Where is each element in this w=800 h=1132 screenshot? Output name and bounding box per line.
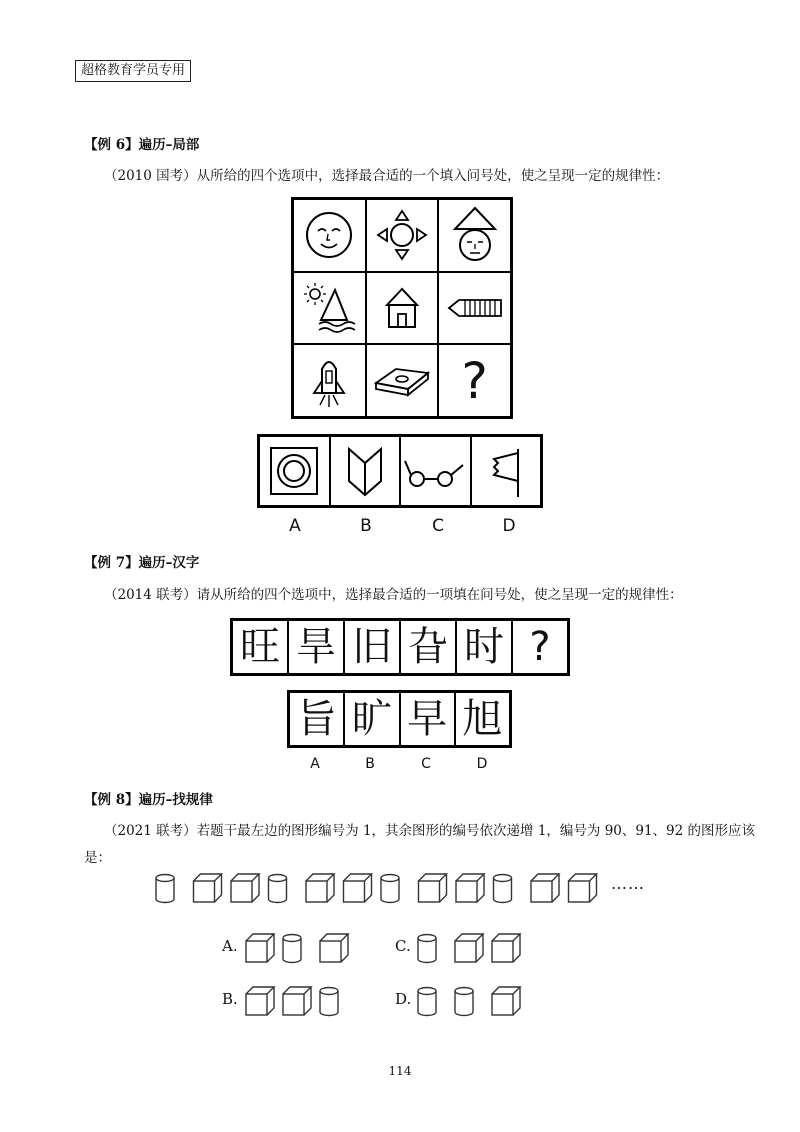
- example6-puzzle-grid: [291, 197, 513, 419]
- example8-question-line1: （2021 联考）若题干最左边的图形编号为 1，其余图形的编号依次递增 1，编号为 90、91、92 的图形应该: [104, 823, 756, 839]
- cylinder-icon: [269, 875, 287, 903]
- cube-icon: [456, 874, 484, 902]
- cylinder-icon: [455, 988, 473, 1016]
- example8-option-d-label: D.: [395, 990, 412, 1008]
- example7-heading: 【例 7】遍历–汉字: [84, 555, 200, 571]
- cube-icon: [344, 874, 372, 902]
- option-d-char: 旭: [462, 696, 503, 742]
- sequence-question-mark: ?: [529, 624, 551, 670]
- cube-icon: [455, 934, 483, 962]
- example8-option-d-shapes: [416, 981, 532, 1021]
- example8-option-b-label: B.: [222, 990, 238, 1008]
- house-icon: [366, 272, 439, 345]
- example6-option-b-label: B: [360, 516, 372, 536]
- example7-option-d-label: D: [476, 756, 488, 772]
- example8-option-c-shapes: [416, 928, 532, 968]
- option-a-char: 旨: [296, 696, 337, 742]
- option-a-square-circles-icon: [259, 436, 330, 506]
- example8-sequence: [150, 868, 660, 912]
- cube-icon: [492, 934, 520, 962]
- cube-icon: [492, 987, 520, 1015]
- example7-sequence-row: [230, 618, 570, 676]
- sequence-char-4: 旮: [408, 624, 448, 670]
- example8-option-a-label: A.: [222, 937, 238, 955]
- cube-icon: [419, 874, 447, 902]
- example8-option-a-shapes: [244, 928, 360, 968]
- rocket-icon: [293, 344, 366, 417]
- cube-icon: [569, 874, 597, 902]
- example6-options-row: [257, 434, 543, 508]
- sequence-char-5: 时: [464, 624, 504, 670]
- page-number: 114: [388, 1064, 412, 1078]
- face-with-hat-icon: [438, 199, 511, 272]
- sequence-char-1: 旺: [240, 624, 280, 670]
- hex-nut-icon: [366, 344, 439, 417]
- cube-icon: [231, 874, 259, 902]
- cylinder-icon: [283, 935, 301, 963]
- sun-mountain-water-icon: [293, 272, 366, 345]
- example8-ellipsis: ……: [611, 874, 645, 893]
- cube-icon: [283, 987, 311, 1015]
- option-b-char: 旷: [351, 696, 392, 742]
- example6-question: （2010 国考）从所给的四个选项中，选择最合适的一个填入问号处，使之呈现一定的规律性：: [104, 168, 670, 184]
- cube-icon: [531, 874, 559, 902]
- sequence-char-2: 旱: [296, 624, 336, 670]
- smiling-sun-face-icon: [293, 199, 366, 272]
- option-b-folded-card-icon: [330, 436, 401, 506]
- example6-option-d-label: D: [502, 516, 516, 536]
- cube-icon: [320, 934, 348, 962]
- example7-question: （2014 联考）请从所给的四个选项中，选择最合适的一项填在问号处，使之呈现一定的规律性：: [104, 587, 683, 603]
- question-mark: ?: [461, 351, 488, 410]
- cube-icon: [246, 934, 274, 962]
- example8-option-b-shapes: [244, 981, 360, 1021]
- example8-heading: 【例 8】遍历–找规律: [84, 792, 213, 808]
- example7-options-row: [287, 690, 512, 748]
- example7-option-c-label: C: [421, 756, 431, 772]
- pencil-icon: [438, 272, 511, 345]
- example8-question-line2: 是：: [84, 850, 111, 866]
- cylinder-icon: [320, 988, 338, 1016]
- example6-heading: 【例 6】遍历–局部: [84, 137, 200, 153]
- cylinder-icon: [156, 875, 174, 903]
- cube-icon: [306, 874, 334, 902]
- cylinder-icon: [418, 935, 436, 963]
- question-mark-cell: [438, 344, 511, 417]
- example6-option-a-label: A: [289, 516, 301, 536]
- sequence-char-3: 旧: [352, 624, 392, 670]
- cylinder-icon: [494, 875, 512, 903]
- cube-icon: [194, 874, 222, 902]
- option-c-glasses-icon: [400, 436, 471, 506]
- example8-option-c-label: C.: [395, 937, 411, 955]
- cylinder-icon: [418, 988, 436, 1016]
- cylinder-icon: [381, 875, 399, 903]
- header-stamp: 超格教育学员专用: [75, 60, 191, 82]
- example7-option-b-label: B: [365, 756, 375, 772]
- option-d-flag-icon: [471, 436, 542, 506]
- cube-icon: [246, 987, 274, 1015]
- example7-option-a-label: A: [310, 756, 320, 772]
- circle-with-arrows-icon: [366, 199, 439, 272]
- example6-option-c-label: C: [432, 516, 444, 536]
- option-c-char: 早: [407, 696, 448, 742]
